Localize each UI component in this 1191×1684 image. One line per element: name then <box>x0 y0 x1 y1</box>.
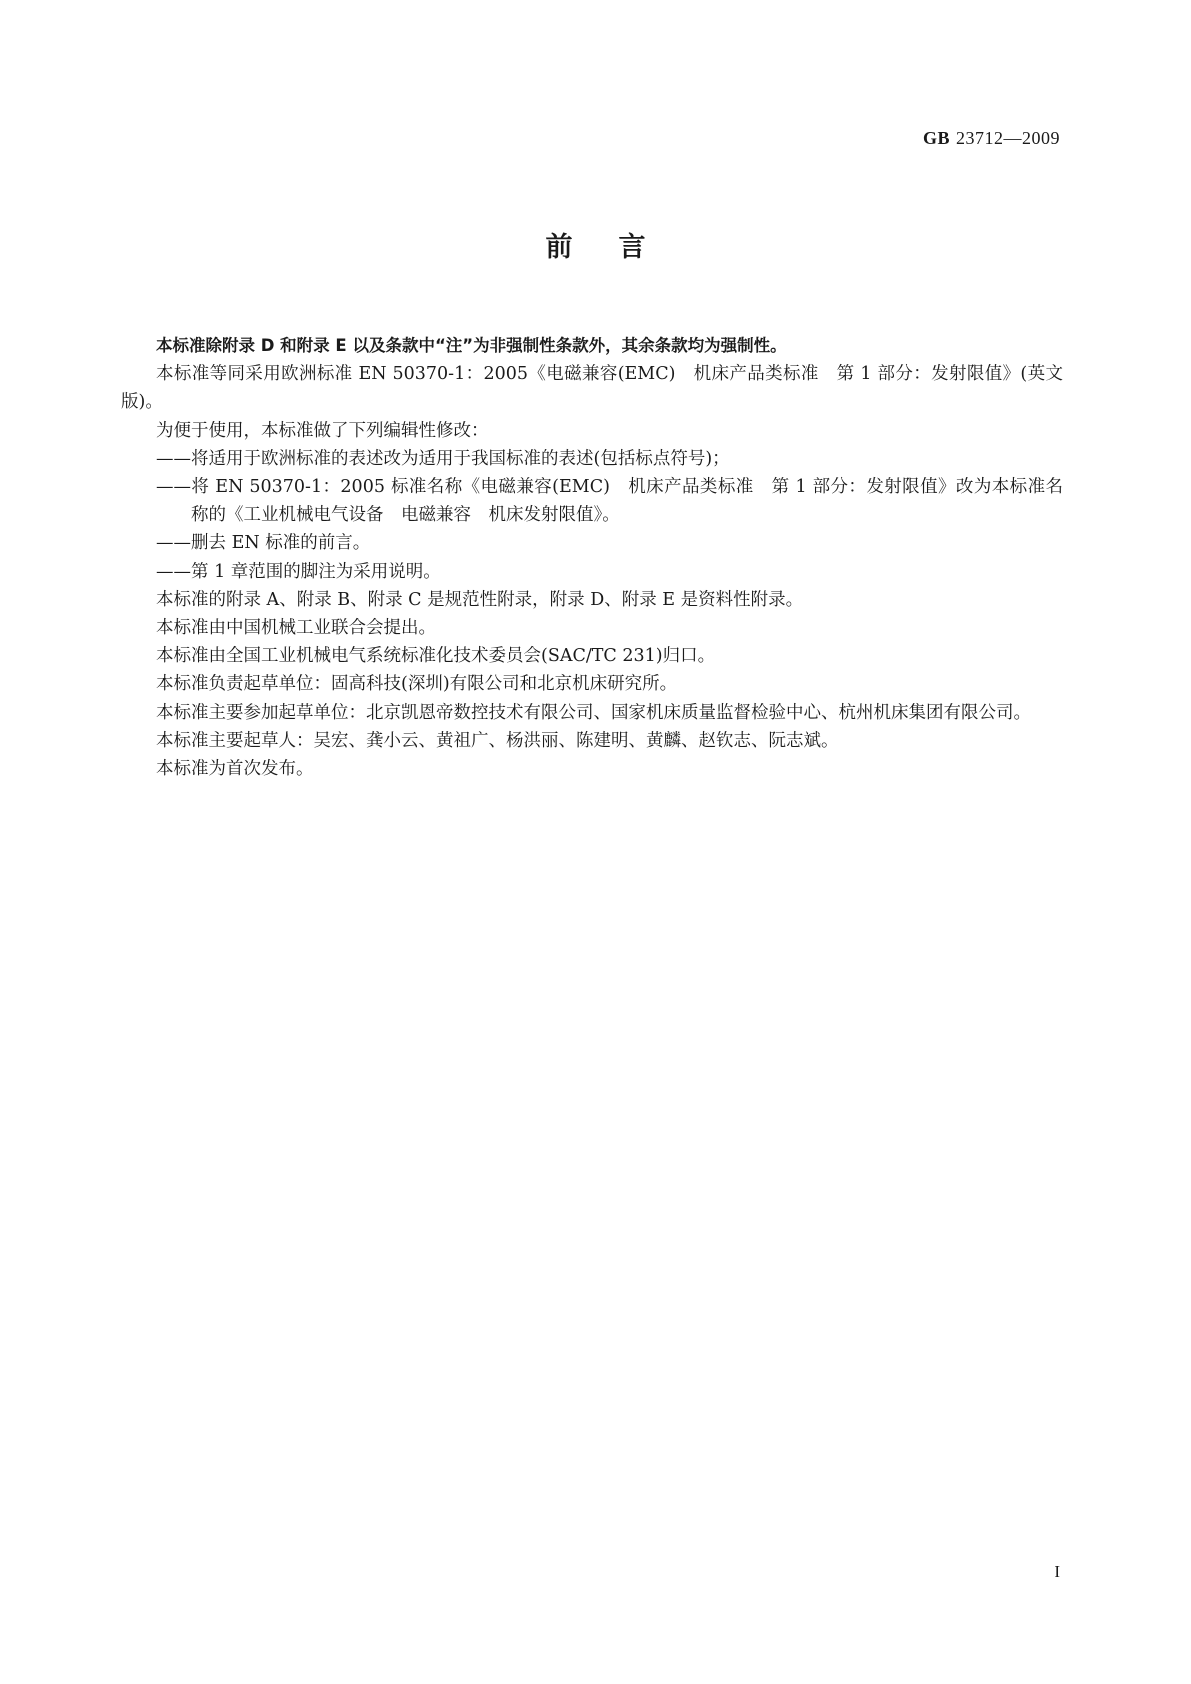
editorial-change-item: ——第 1 章范围的脚注为采用说明。 <box>156 561 441 582</box>
standard-prefix: GB <box>922 128 950 148</box>
adoption-statement: 本标准等同采用欧洲标准 EN 50370-1：2005《电磁兼容(EMC) 机床产品类标准 第 1 部分：发射限值》(英文版)。 <box>121 364 1063 413</box>
editorial-change-item: ——将适用于欧洲标准的表述改为适用于我国标准的表述(包括标点符号)； <box>156 448 730 469</box>
foreword-body <box>121 332 1063 783</box>
standard-code: 23712—2009 <box>956 128 1060 148</box>
drafting-unit-statement: 本标准负责起草单位：固高科技(深圳)有限公司和北京机床研究所。 <box>156 674 678 695</box>
committee-statement: 本标准由全国工业机械电气系统标准化技术委员会(SAC/TC 231)归口。 <box>156 646 716 667</box>
editorial-change-item: ——将 EN 50370-1：2005 标准名称《电磁兼容(EMC) 机床产品类标准 第 1 部分：发射限值》改为本标准名称的《工业机械电气设备 电磁兼容 机床发射限值》。 <box>156 477 1063 526</box>
drafters-statement: 本标准主要起草人：吴宏、龚小云、黄祖广、杨洪丽、陈建明、黄麟、赵钦志、阮志斌。 <box>156 730 839 751</box>
page-number: I <box>1054 1562 1060 1581</box>
standard-number <box>923 128 1060 149</box>
proposer-statement: 本标准由中国机械工业联合会提出。 <box>156 618 436 639</box>
participating-units-statement: 本标准主要参加起草单位：北京凯恩帝数控技术有限公司、国家机床质量监督检验中心、杭州机床集团有限公司。 <box>156 702 1031 723</box>
page-title: 前言 <box>545 232 692 263</box>
annex-statement: 本标准的附录 A、附录 B、附录 C 是规范性附录，附录 D、附录 E 是资料性附录。 <box>156 589 804 610</box>
first-edition-statement: 本标准为首次发布。 <box>156 759 314 780</box>
mandatory-statement: 本标准除附录 D 和附录 E 以及条款中“注”为非强制性条款外，其余条款均为强制性。 <box>156 336 787 355</box>
editorial-changes-intro: 为便于使用，本标准做了下列编辑性修改： <box>156 420 489 441</box>
editorial-change-item: ——删去 EN 标准的前言。 <box>156 533 371 554</box>
